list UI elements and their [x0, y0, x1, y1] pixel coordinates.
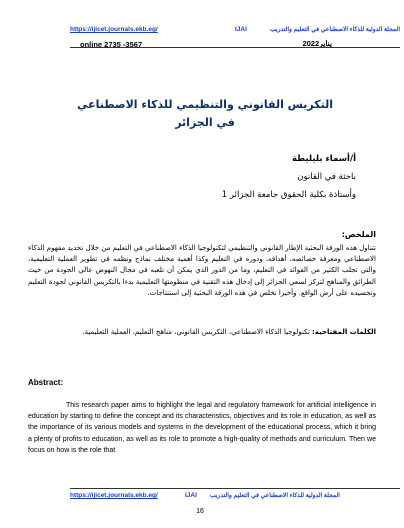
arabic-abstract-heading: الملخص:: [341, 230, 376, 239]
header-date: يناير2022: [302, 39, 332, 48]
header-journal-name: المجلة الدولية للذكاء الاصطناعي في التعليم والتدريب: [270, 27, 400, 33]
author-role: باحثة في القانون: [297, 172, 356, 182]
footer-journal-name: المجلة الدولية للذكاء الاصطناعي في التعليم والتدريب: [210, 493, 340, 499]
arabic-keywords: [28, 327, 376, 338]
page-header: [70, 26, 400, 64]
header-top-row: [70, 26, 400, 36]
footer-journal-link[interactable]: https://ijicet.journals.ekb.eg/: [70, 492, 158, 499]
author-name: أ/أسماء بليليطة: [292, 154, 356, 164]
paper-title-line-2: في الجزائر: [175, 116, 235, 129]
paper-title-line-1: التكريس القانوني والتنظيمي للذكاء الاصطناعي: [77, 98, 333, 111]
page-number: 16: [196, 508, 204, 515]
paper-title: [40, 96, 370, 132]
header-divider: [70, 47, 400, 48]
arabic-abstract-text: تتناول هذه الورقة البحثية الإطار القانوني والتنظيمي لتكنولوجيا الذكاء الاصطناعي في التعليم من خلال تحديد مفهوم الذكاء الاصطناعي ومعرفة خصائصه، أهدافه، ودوره في التعليم وكذا أهمية مختلف نماذج ونظمه في تطوير العملية التعليمية، والتي تجلب الكثير من الفوائد في التعليم، وما من الدور الذي يمكن أن تلعبه في مجال النهوض عالي الجودة من حيث الطرائق والمناهج لتركز لسعي الجزائر إلى إدخال هذه التقنية في منظومتها التعليمية بدءا بالتكريس القانوني لجودة التعليم وتجسيده على أرض الواقع. وأخيرا نخلص في هذه الورقة البحثية إلى استنتاجات.: [28, 244, 376, 297]
arabic-keywords-label: الكلمات المفتاحية:: [312, 328, 376, 336]
arabic-keywords-list: تكنولوجيا الذكاء الاصطناعي، التكريس القانوني، مناهج التعليم، العملية التعليمية.: [82, 328, 310, 336]
footer-journal-abbrev: IJAI: [185, 492, 197, 499]
english-abstract-text: This research paper aims to highlight the legal and regulatory framework for artificial intelligence in education by starting to define the concept and its characteristics, objectives and its role in education, as well as the importance of its various models and systems in the development of the educational process, which it bring a plenty of profits to education, as well as its role to promote a high-quality of methods and curriculum. Then we focus on how is the role that: [28, 402, 376, 454]
header-issn: online 2735 -3567: [80, 40, 143, 49]
page-footer: [70, 492, 400, 504]
footer-divider: [70, 488, 400, 489]
header-journal-abbrev: IJAI: [235, 26, 247, 33]
author-block: [116, 150, 356, 204]
author-affiliation: وأستاذة بكلية الحقوق جامعة الجزائر 1: [221, 190, 356, 200]
english-abstract-heading: Abstract:: [28, 378, 64, 387]
header-journal-link[interactable]: https://ijicet.journals.ekb.eg/: [70, 26, 158, 33]
